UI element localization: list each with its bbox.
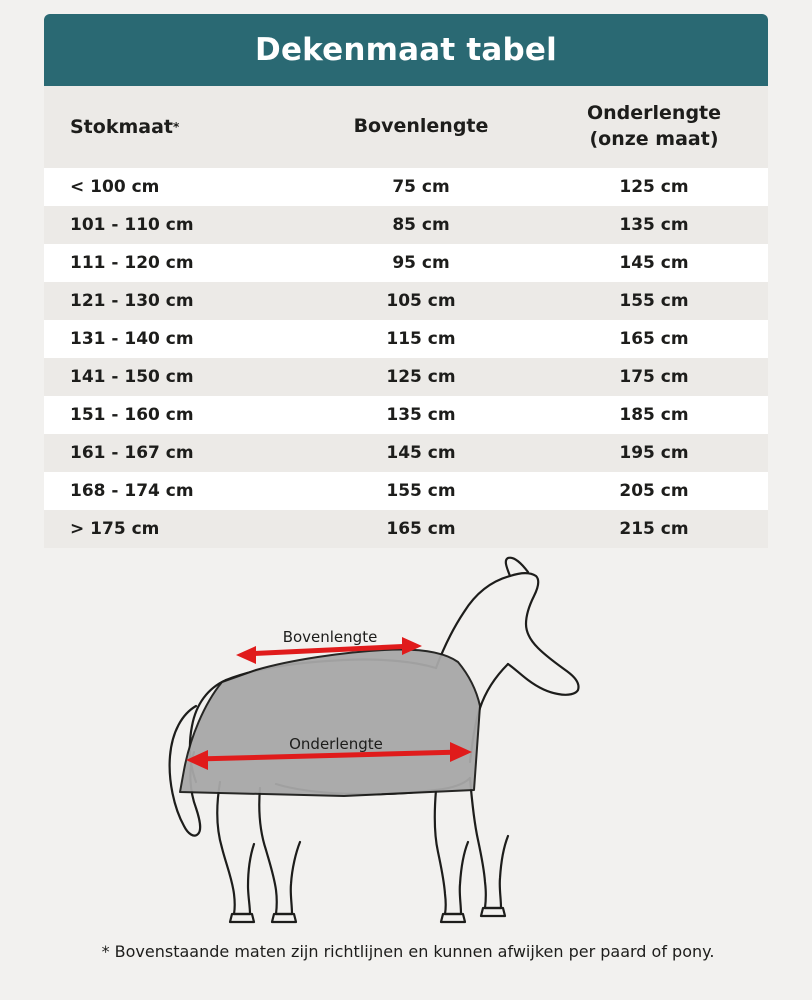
table-row: [44, 472, 768, 510]
column-header-bovenlengte-label: Bovenlengte: [353, 115, 489, 138]
cell-onderlengte: 165 cm: [619, 329, 689, 349]
cell-stokmaat: 121 - 130 cm: [70, 291, 194, 311]
column-header-stokmaat-label: Stokmaat: [70, 116, 173, 138]
cell-bovenlengte: 135 cm: [386, 405, 456, 425]
cell-bovenlengte: 165 cm: [386, 519, 456, 539]
column-header-onderlengte: [540, 86, 768, 168]
table-row: [44, 168, 768, 206]
header-bar: [44, 14, 768, 86]
column-header-stokmaat-asterisk: *: [172, 120, 180, 134]
cell-onderlengte: 185 cm: [619, 405, 689, 425]
footnote: * Bovenstaande maten zijn richtlijnen en kunnen afwijken per paard of pony.: [101, 942, 715, 961]
table-row: [44, 244, 768, 282]
cell-bovenlengte: 105 cm: [386, 291, 456, 311]
onderlengte-label: Onderlengte: [289, 735, 383, 753]
cell-bovenlengte: 95 cm: [392, 253, 450, 273]
cell-onderlengte: 175 cm: [619, 367, 689, 387]
table-row: [44, 320, 768, 358]
cell-bovenlengte: 145 cm: [386, 443, 456, 463]
table-row: [44, 282, 768, 320]
cell-stokmaat: 161 - 167 cm: [70, 443, 194, 463]
cell-bovenlengte: 115 cm: [386, 329, 456, 349]
table-row: [44, 358, 768, 396]
size-table: [44, 86, 768, 548]
column-header-onderlengte-label: Onderlengte: [586, 102, 722, 125]
horse-blanket-illustration: [44, 556, 768, 926]
cell-stokmaat: > 175 cm: [70, 519, 160, 539]
bovenlengte-arrow-head-left: [236, 646, 256, 664]
table-row: [44, 396, 768, 434]
cell-bovenlengte: 125 cm: [386, 367, 456, 387]
cell-onderlengte: 215 cm: [619, 519, 689, 539]
column-header-stokmaat: [44, 86, 302, 168]
page-title: Dekenmaat tabel: [255, 32, 557, 68]
cell-bovenlengte: 85 cm: [392, 215, 450, 235]
cell-onderlengte: 145 cm: [619, 253, 689, 273]
table-header-row: [44, 86, 768, 168]
cell-onderlengte: 205 cm: [619, 481, 689, 501]
bovenlengte-label: Bovenlengte: [282, 628, 378, 646]
table-row: [44, 510, 768, 548]
cell-stokmaat: < 100 cm: [70, 177, 160, 197]
table-row: [44, 434, 768, 472]
cell-onderlengte: 125 cm: [619, 177, 689, 197]
cell-stokmaat: 168 - 174 cm: [70, 481, 194, 501]
cell-stokmaat: 101 - 110 cm: [70, 215, 194, 235]
column-header-onderlengte-sublabel: (onze maat): [589, 128, 719, 150]
cell-onderlengte: 155 cm: [619, 291, 689, 311]
cell-stokmaat: 111 - 120 cm: [70, 253, 194, 273]
cell-stokmaat: 151 - 160 cm: [70, 405, 194, 425]
cell-stokmaat: 141 - 150 cm: [70, 367, 194, 387]
table-row: [44, 206, 768, 244]
cell-bovenlengte: 75 cm: [392, 177, 450, 197]
blanket-shape: [180, 650, 480, 797]
column-header-bovenlengte: [302, 86, 540, 168]
cell-bovenlengte: 155 cm: [386, 481, 456, 501]
cell-stokmaat: 131 - 140 cm: [70, 329, 194, 349]
cell-onderlengte: 195 cm: [619, 443, 689, 463]
cell-onderlengte: 135 cm: [619, 215, 689, 235]
